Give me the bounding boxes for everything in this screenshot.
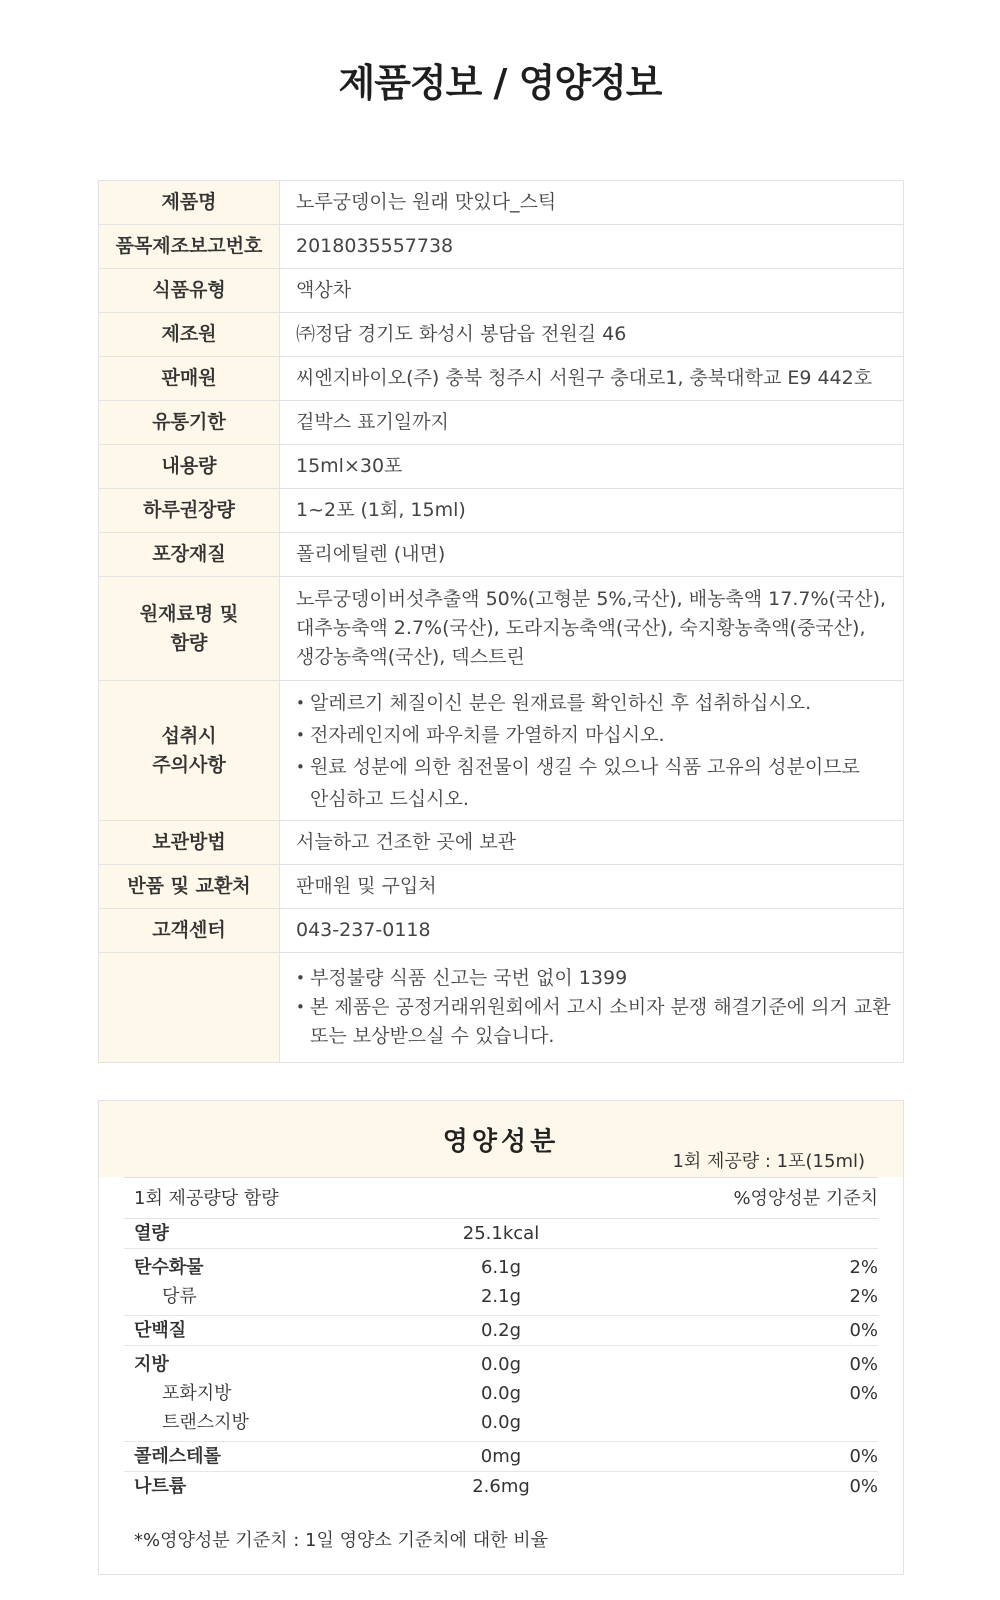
info-value: 15ml×30포: [280, 445, 904, 489]
caution-item: • 알레르기 체질이신 분은 원재료를 확인하신 후 섭취하십시오.: [296, 687, 893, 719]
info-label: [99, 681, 280, 821]
nutrient-percent: 0%: [849, 1383, 878, 1404]
info-label: 포장재질: [99, 533, 280, 577]
nutrient-row-protein: [124, 1316, 878, 1346]
ingredients-line: 생강농축액(국산), 덱스트린: [296, 646, 525, 668]
info-label: 고객센터: [99, 909, 280, 953]
info-label: 보관방법: [99, 821, 280, 865]
info-value: 서늘하고 건조한 곳에 보관: [280, 821, 904, 865]
nutrient-row-sugar: [124, 1282, 878, 1316]
nutrient-amount: 6.1g: [480, 1257, 522, 1278]
nutrient-row-trans-fat: [124, 1408, 878, 1442]
nutrient-row-saturated-fat: [124, 1379, 878, 1408]
ingredients-label-line: 원재료명 및: [139, 602, 239, 625]
nutrition-table-header: [124, 1178, 878, 1219]
notice-item: • 부정불량 식품 신고는 국번 없이 1399: [296, 964, 893, 993]
info-row-customer-center: [99, 909, 904, 953]
info-row-product-name: [99, 181, 904, 225]
nutrition-header: [99, 1101, 903, 1177]
info-label: 판매원: [99, 357, 280, 401]
header-daily-value: %영양성분 기준치: [568, 1178, 878, 1219]
nutrient-percent: [568, 1408, 878, 1442]
nutrient-row-cholesterol: [124, 1442, 878, 1472]
info-row-manufacturer: [99, 313, 904, 357]
nutrient-row-carbs: [124, 1249, 878, 1283]
ingredients-line: 대추농축액 2.7%(국산), 도라지농축액(국산), 숙지황농축액(중국산),: [296, 617, 866, 639]
info-label: 내용량: [99, 445, 280, 489]
nutrient-amount: 2.6mg: [472, 1476, 530, 1497]
nutrition-title: 영양성분: [442, 1127, 560, 1157]
nutrient-percent: 0%: [849, 1354, 878, 1375]
nutrient-name: 열량: [124, 1219, 434, 1249]
info-row-seller: [99, 357, 904, 401]
caution-item-continued: 안심하고 드십시오.: [310, 787, 469, 810]
notice-item-continued: 또는 보상받으실 수 있습니다.: [310, 1025, 555, 1047]
nutrient-amount: 2.1g: [434, 1282, 568, 1316]
info-label: 반품 및 교환처: [99, 865, 280, 909]
info-label: 식품유형: [99, 269, 280, 313]
ingredients-line: 노루궁뎅이버섯추출액 50%(고형분 5%,국산), 배농축액 17.7%(국산),: [296, 588, 887, 610]
nutrient-row-sodium: [124, 1472, 878, 1502]
info-row-expiry: [99, 401, 904, 445]
info-value: ㈜정담 경기도 화성시 봉담읍 전원길 46: [280, 313, 904, 357]
nutrient-name: 당류: [162, 1286, 197, 1307]
info-row-storage: [99, 821, 904, 865]
info-value: 씨엔지바이오(주) 충북 청주시 서원구 충대로1, 충북대학교 E9 442호: [280, 357, 904, 401]
info-value: 겉박스 표기일까지: [280, 401, 904, 445]
info-row-caution: [99, 681, 904, 821]
info-row-food-type: [99, 269, 904, 313]
nutrient-name: 단백질: [124, 1316, 434, 1346]
info-label: 제품명: [99, 181, 280, 225]
info-value: [280, 577, 904, 681]
caution-item: • 원료 성분에 의한 침전물이 생길 수 있으나 식품 고유의 성분이므로: [296, 751, 893, 783]
info-value: 1~2포 (1회, 15ml): [280, 489, 904, 533]
nutrient-name: 트랜스지방: [162, 1412, 249, 1433]
info-row-packaging: [99, 533, 904, 577]
info-value: [280, 953, 904, 1063]
info-row-returns: [99, 865, 904, 909]
nutrient-amount: 0.0g: [434, 1408, 568, 1442]
serving-size: 1회 제공량 : 1포(15ml): [672, 1151, 865, 1172]
nutrition-footnote: *%영양성분 기준치 : 1일 영양소 기준치에 대한 비율: [134, 1530, 549, 1551]
info-label-empty: [99, 953, 280, 1063]
info-label: 유통기한: [99, 401, 280, 445]
notice-item: • 본 제품은 공정거래위원회에서 고시 소비자 분쟁 해결기준에 의거 교환: [296, 993, 893, 1022]
info-value: 액상차: [280, 269, 904, 313]
info-value: 판매원 및 구입처: [280, 865, 904, 909]
info-value: 노루궁뎅이는 원래 맛있다_스틱: [280, 181, 904, 225]
nutrient-row-calories: [124, 1219, 878, 1249]
nutrient-amount: 25.1kcal: [434, 1219, 568, 1249]
nutrient-amount: 0.0g: [480, 1354, 522, 1375]
ingredients-label-line: 함량: [170, 631, 208, 654]
info-value: [280, 681, 904, 821]
info-label: [99, 577, 280, 681]
header-per-serving: 1회 제공량당 함량: [124, 1178, 434, 1219]
info-row-notice: [99, 953, 904, 1063]
info-label: 품목제조보고번호: [99, 225, 280, 269]
nutrient-percent: [568, 1219, 878, 1249]
caution-label-line: 섭취시: [161, 724, 217, 747]
nutrient-name: 지방: [134, 1354, 169, 1375]
nutrient-name: 나트륨: [134, 1476, 187, 1497]
info-row-contents: [99, 445, 904, 489]
info-label: 제조원: [99, 313, 280, 357]
nutrient-percent: 0%: [568, 1442, 878, 1472]
nutrient-amount: 0.0g: [480, 1383, 522, 1404]
nutrition-facts-box: [98, 1100, 904, 1575]
nutrient-name: 콜레스테롤: [124, 1442, 434, 1472]
nutrient-name: 탄수화물: [134, 1257, 204, 1278]
info-row-report-number: [99, 225, 904, 269]
caution-item: • 전자레인지에 파우치를 가열하지 마십시오.: [296, 719, 893, 751]
nutrient-amount: 0mg: [434, 1442, 568, 1472]
nutrient-amount: 0.2g: [434, 1316, 568, 1346]
nutrient-name: 포화지방: [162, 1383, 232, 1404]
info-row-ingredients: [99, 577, 904, 681]
nutrient-row-fat: [124, 1346, 878, 1380]
nutrition-table: [124, 1177, 878, 1501]
nutrient-percent: 2%: [568, 1282, 878, 1316]
info-value: 2018035557738: [280, 225, 904, 269]
info-value: 폴리에틸렌 (내면): [280, 533, 904, 577]
nutrient-percent: 0%: [568, 1316, 878, 1346]
info-label: 하루권장량: [99, 489, 280, 533]
info-value: 043-237-0118: [280, 909, 904, 953]
caution-label-line: 주의사항: [152, 753, 226, 776]
nutrient-percent: 2%: [849, 1257, 878, 1278]
nutrient-percent: 0%: [849, 1476, 878, 1497]
page-title: 제품정보 / 영양정보: [338, 61, 662, 105]
info-row-daily-intake: [99, 489, 904, 533]
product-info-table: [98, 180, 904, 1063]
